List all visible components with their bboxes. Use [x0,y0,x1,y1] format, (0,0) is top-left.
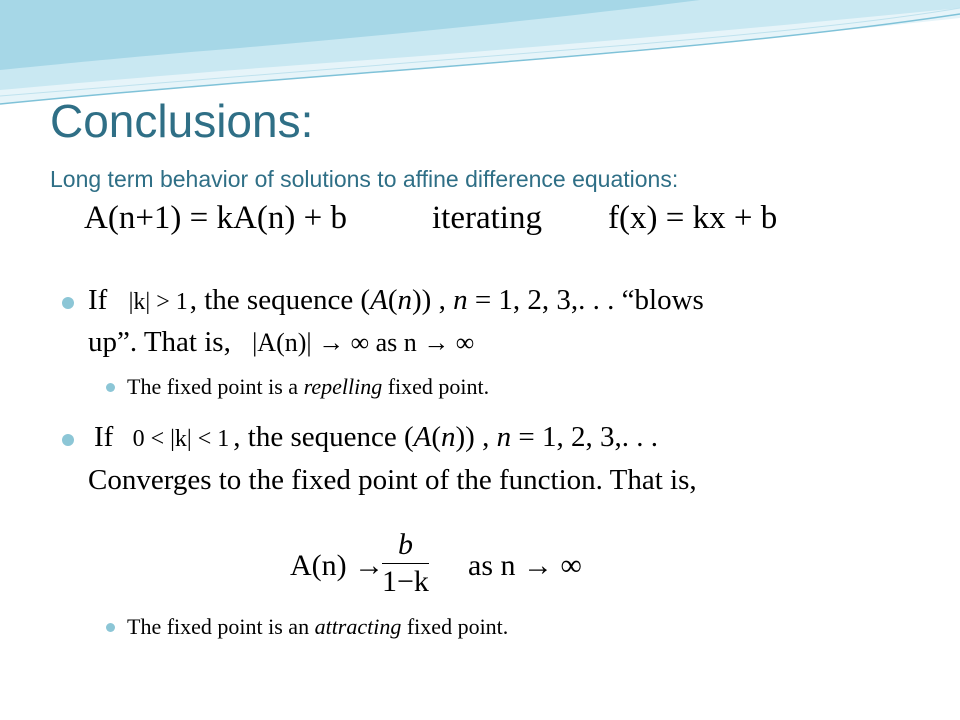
bullet2-formula-left: A(n) → [290,549,385,582]
bullet1-seq-n: n [397,284,412,316]
bullet2-text-a: , the sequence ( [233,421,414,453]
sub-bullet-dot [106,623,115,632]
bullet1-line2-text: up”. That is, [88,326,231,358]
bullet1-formula: |A(n)| → ∞ as n → ∞ [252,328,475,357]
bullet2-sub-em: attracting [314,614,402,639]
bullet1-condition: |k| > 1 [128,289,188,315]
bullet2-seq-open: ( [431,421,442,453]
bullet-dot [62,434,74,446]
bullet1-text-c: = 1, 2, 3,. . . “blows [467,284,704,316]
bullet2-sub-pre: The fixed point is an [127,614,315,639]
bullet2-n-var: n [496,421,512,453]
bullet2-if: If [94,421,114,453]
bullet2-seq-a: A [413,421,432,453]
bullet2-seq-n: n [441,421,456,453]
bullet1-text-a: , the sequence ( [189,284,371,316]
bullet1-seq-a: A [370,284,388,316]
bullet-dot [62,297,74,309]
bullet1-sub-pre: The fixed point is a [127,374,304,399]
bullet1-seq-close: )) [411,284,432,316]
fraction-numerator: b [382,528,429,564]
bullet1-n-var: n [453,284,468,316]
bullet1-sub [127,374,489,400]
bullet2-text-c: = 1, 2, 3,. . . [511,421,658,453]
fraction-denominator: 1−k [382,564,429,598]
bullet2-line1 [94,420,658,455]
function-equation: f(x) = kx + b [608,200,778,236]
slide-subtitle: Long term behavior of solutions to affine difference equations: [50,166,679,192]
bullet1-line1 [88,283,704,318]
bullet1-line2 [88,325,474,360]
bullet1-sub-post: fixed point. [382,374,490,399]
sub-bullet-dot [106,383,115,392]
slide-title: Conclusions: [50,95,314,147]
wave-header-decoration [0,0,960,110]
bullet2-formula-fraction [382,528,429,600]
bullet1-sub-em: repelling [303,374,383,399]
bullet2-seq-close: )) [455,421,475,453]
bullet2-condition: 0 < |k| < 1 [132,426,230,452]
bullet1-seq-open: ( [387,284,398,316]
bullet1-text-b: , [431,284,454,316]
iterating-label: iterating [432,200,542,236]
bullet1-if: If [88,284,108,316]
recurrence-equation: A(n+1) = kA(n) + b [84,200,347,236]
bullet2-line2: Converges to the fixed point of the function. That is, [88,464,697,496]
bullet2-text-b: , [474,421,497,453]
bullet2-sub-post: fixed point. [401,614,509,639]
bullet2-formula-right: as n → ∞ [468,549,582,582]
bullet2-sub [127,614,508,640]
